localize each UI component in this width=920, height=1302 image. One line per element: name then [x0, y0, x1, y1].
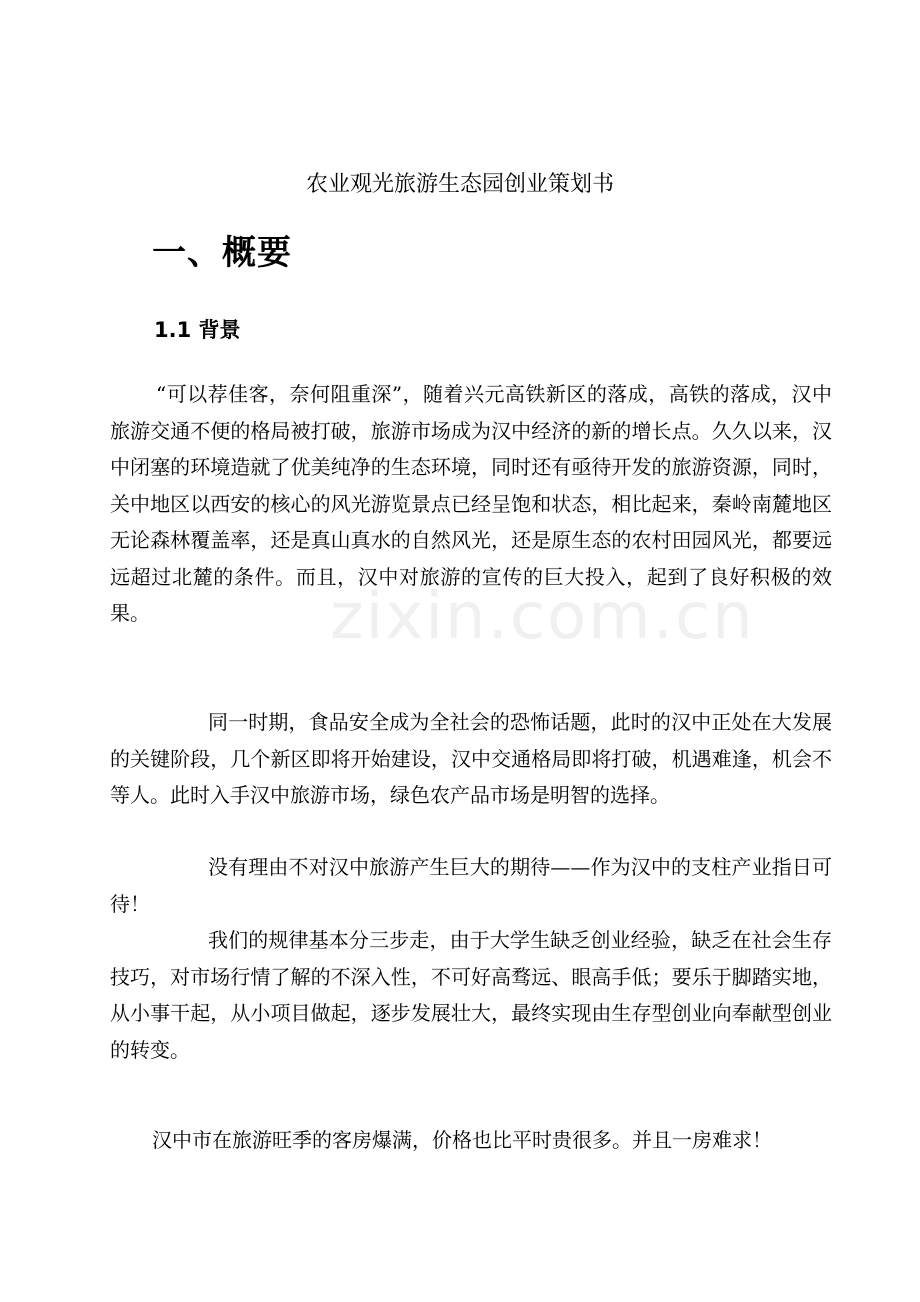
- body-paragraph-2: 同一时期，食品安全成为全社会的恐怖话题，此时的汉中正处在大发展的关键阶段，几个新区即将开始建设，汉中交通格局即将打破，机遇难逢，机会不等人。此时入手汉中旅游市场，绿色农产品市场是明智的选择。: [110, 710, 832, 807]
- body-paragraph-1: “可以荐佳客，奈何阻重深”，随着兴元高铁新区的落成，高铁的落成，汉中旅游交通不便的格局被打破，旅游市场成为汉中经济的新的增长点。久久以来，汉中闭塞的环境造就了优美纯净的生态环境，同时还有亟待开发的旅游资源，同时，关中地区以西安的核心的风光游览景点已经呈饱和状态，相比起来，秦岭南麓地区无论森林覆盖率，还是真山真水的自然风光，还是原生态的农村田园风光，都要远远超过北麓的条件。而且，汉中对旅游的宣传的巨大投入，起到了良好积极的效果。: [110, 382, 832, 625]
- document-title: 农业观光旅游生态园创业策划书: [305, 172, 614, 197]
- body-paragraph-5: 汉中市在旅游旺季的客房爆满，价格也比平时贵很多。并且一房难求！: [152, 1128, 772, 1152]
- watermark: zixin.com.cn: [330, 580, 755, 654]
- subsection-heading: 1.1 背景: [154, 318, 241, 342]
- section-heading: 一、概要: [152, 233, 292, 273]
- body-paragraph-4: 我们的规律基本分三步走，由于大学生缺乏创业经验，缺乏在社会生存技巧，对市场行情了解的不深入性，不可好高骛远、眼高手低；要乐于脚踏实地，从小事干起，从小项目做起，逐步发展壮大，最终实现由生存型创业向奉献型创业的转变。: [110, 928, 832, 1062]
- body-paragraph-3: 没有理由不对汉中旅游产生巨大的期待——作为汉中的支柱产业指日可待！: [110, 855, 832, 916]
